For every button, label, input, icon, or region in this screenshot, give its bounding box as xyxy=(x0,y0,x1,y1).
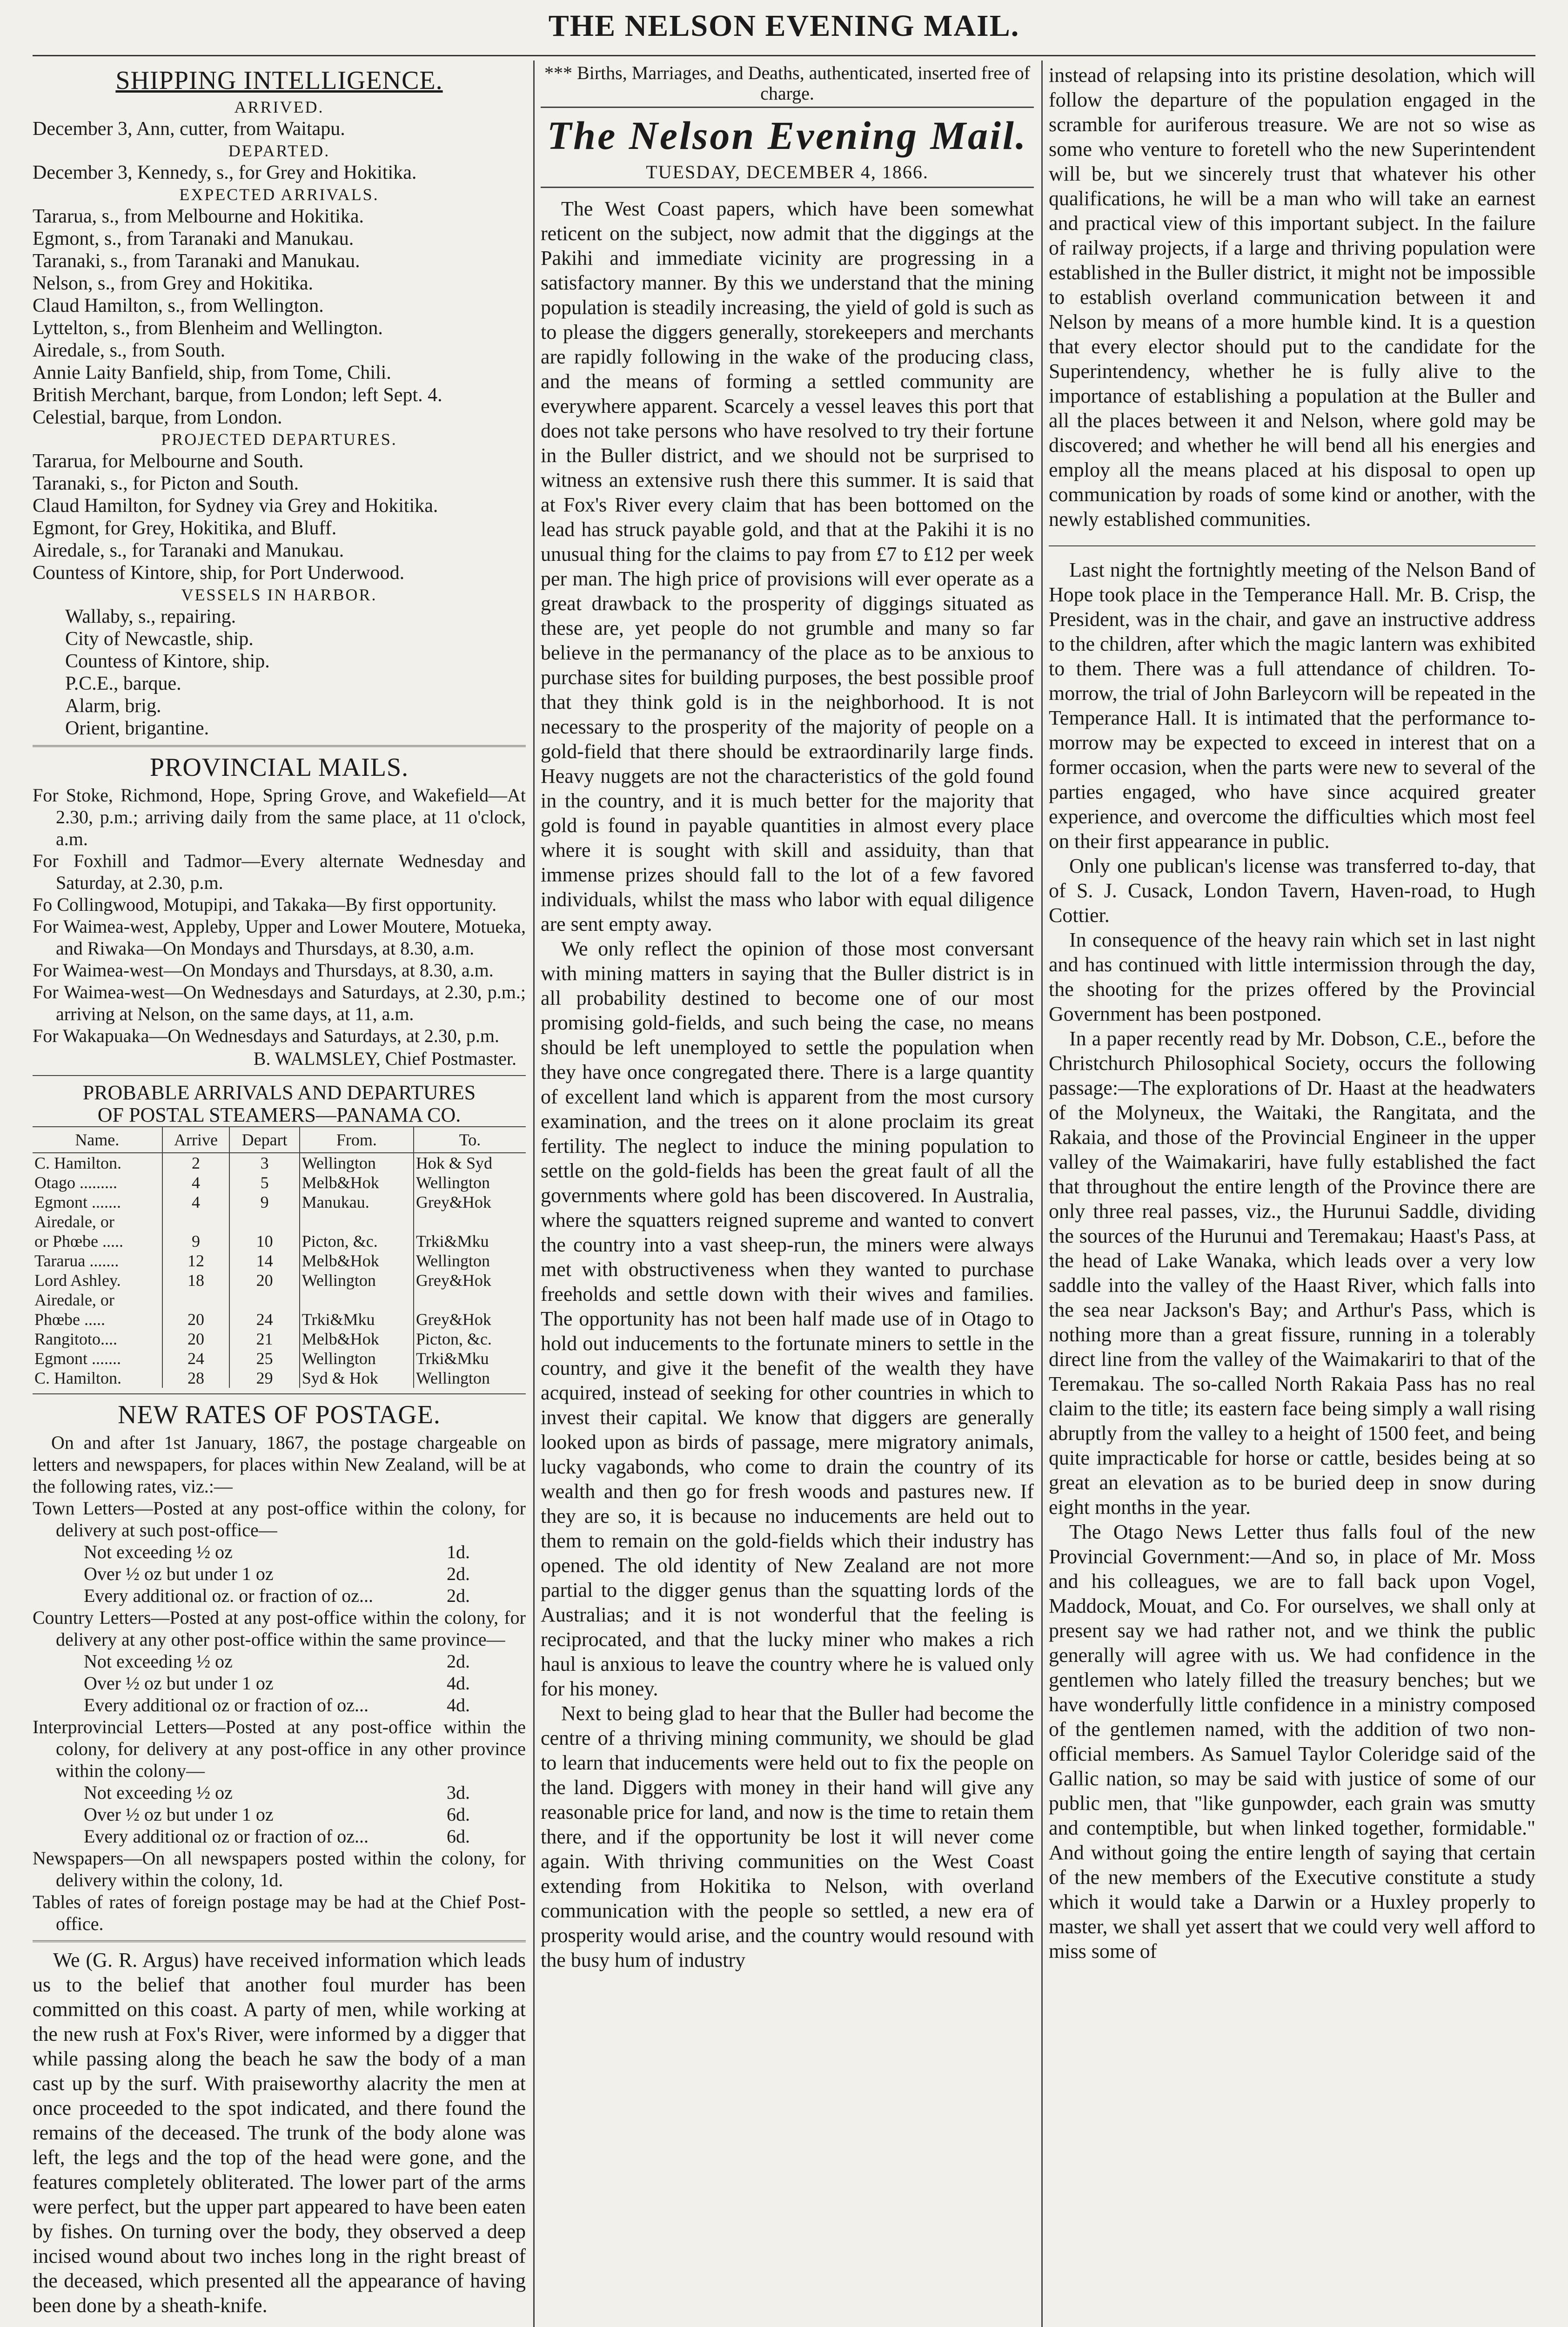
mail-entry: For Waimea-west, Appleby, Upper and Lower Moutere, Motueka, and Riwaka—On Mondays and Thursdays, at 8.30, a.m. xyxy=(33,916,526,959)
table-cell: 21 xyxy=(229,1329,299,1349)
table-row xyxy=(33,1212,526,1231)
column-divider xyxy=(533,61,535,2327)
table-row xyxy=(33,1173,526,1192)
table-cell: Trki&Mku xyxy=(300,1310,414,1329)
table-header-row xyxy=(33,1127,526,1153)
table-cell: Trki&Mku xyxy=(414,1349,526,1368)
table-cell: 14 xyxy=(229,1251,299,1271)
column-header: Name. xyxy=(33,1127,162,1153)
shipping-entry: Nelson, s., from Grey and Hokitika. xyxy=(33,273,314,294)
harbor-list xyxy=(33,605,526,740)
shipping-entry: Tararua, s., from Melbourne and Hokitika. xyxy=(33,206,364,227)
shipping-entry: Taranaki, s., for Picton and South. xyxy=(33,473,299,494)
expected-list xyxy=(33,205,526,429)
table-cell: C. Hamilton. xyxy=(34,1154,121,1172)
table-cell: Melb&Hok xyxy=(300,1329,414,1349)
country-rates xyxy=(33,1650,526,1716)
rate-label: Not exceeding ½ oz xyxy=(84,1541,233,1562)
shipping-entry: Egmont, s., from Taranaki and Manukau. xyxy=(33,228,354,249)
table-cell: 4 xyxy=(162,1192,230,1212)
shipping-entry: Lyttelton, s., from Blenheim and Wellington. xyxy=(33,317,383,339)
mail-entry: For Foxhill and Tadmor—Every alternate Wednesday and Saturday, at 2.30, p.m. xyxy=(33,850,526,893)
shipping-entry: Taranaki, s., from Taranaki and Manukau. xyxy=(33,250,360,272)
steamers-title-line-1: PROBABLE ARRIVALS AND DEPARTURES xyxy=(82,1081,476,1104)
table-cell: Hok & Syd xyxy=(414,1153,526,1173)
table-cell: 20 xyxy=(162,1329,230,1349)
table-row xyxy=(33,1349,526,1368)
rate-row xyxy=(33,1672,526,1694)
table-cell: 5 xyxy=(229,1173,299,1192)
table-cell: Manukau. xyxy=(300,1192,414,1212)
section-divider xyxy=(1049,545,1535,546)
foreign-rates-note: Tables of rates of foreign postage may be had at the Chief Post-office. xyxy=(33,1891,526,1934)
notice-births-marriages: *** Births, Marriages, and Deaths, authenticated, inserted free of charge. xyxy=(544,63,1031,104)
mail-entry: Fo Collingwood, Motupipi, and Takaka—By first opportunity. xyxy=(33,894,497,915)
rate-row xyxy=(33,1650,526,1672)
rate-value: 2d. xyxy=(447,1651,470,1672)
rate-row xyxy=(33,1782,526,1803)
rate-label: Not exceeding ½ oz xyxy=(84,1651,233,1672)
table-cell: Picton, &c. xyxy=(300,1231,414,1251)
table-cell: Otago ......... xyxy=(34,1173,117,1192)
shipping-entry: Celestial, barque, from London. xyxy=(33,407,282,428)
steamers-title-line-2: OF POSTAL STEAMERS—PANAMA CO. xyxy=(97,1103,461,1126)
rate-value: 2d. xyxy=(447,1563,470,1584)
table-row xyxy=(33,1251,526,1271)
shipping-entry: Claud Hamilton, for Sydney via Grey and Hokitika. xyxy=(33,495,438,517)
interprovincial-rates xyxy=(33,1782,526,1847)
table-cell: 24 xyxy=(229,1310,299,1329)
shipping-entry: Annie Laity Banfield, ship, from Tome, Chili. xyxy=(33,362,391,383)
table-cell: 4 xyxy=(162,1173,230,1192)
postmaster-signature: B. WALMSLEY, Chief Postmaster. xyxy=(253,1048,516,1069)
postage-title: NEW RATES OF POSTAGE. xyxy=(118,1400,441,1429)
arrived-heading: ARRIVED. xyxy=(234,98,324,116)
mail-entry: For Stoke, Richmond, Hope, Spring Grove, and Wakefield—At 2.30, p.m.; arriving daily from the same place, at 11 o'clock, a.m. xyxy=(33,785,526,849)
departed-list xyxy=(33,161,526,184)
shipping-entry: Countess of Kintore, ship. xyxy=(65,651,270,672)
table-row xyxy=(33,1368,526,1388)
section-divider xyxy=(33,1075,526,1076)
table-cell: or Phœbe ..... xyxy=(34,1232,123,1251)
rate-label: Every additional oz or fraction of oz... xyxy=(84,1695,369,1715)
dateline: TUESDAY, DECEMBER 4, 1866. xyxy=(646,161,929,182)
table-cell: 3 xyxy=(229,1153,299,1173)
news-paragraph: Last night the fortnightly meeting of the Nelson Band of Hope took place in the Temperance Hall. Mr. B. Crisp, the President, was in the chair, and gave an instructive address to the children, after which the magic lantern was exhibited to them. There was a full attendance of children. To-morrow, the trial of John Barleycorn will be repeated in the Temperance Hall. It is intimated that the performance to-morrow may be expected to exceed in interest that on a former occasion, when the parts were new to several of the parties engaged, who have since acquired greater experience, and overcome the difficulties which most feel on their first appearance in public. xyxy=(1049,558,1535,853)
rate-value: 1d. xyxy=(447,1541,470,1562)
paper-title: The Nelson Evening Mail. xyxy=(547,113,1028,158)
town-letters-heading: Town Letters—Posted at any post-office within the colony, for delivery at such post-office— xyxy=(33,1498,526,1540)
shipping-entry: Tararua, for Melbourne and South. xyxy=(33,451,304,472)
projected-list xyxy=(33,450,526,584)
column-2 xyxy=(541,63,1034,2327)
shipping-entry: Wallaby, s., repairing. xyxy=(65,606,236,627)
column-1 xyxy=(33,63,526,2327)
masthead-rule xyxy=(33,55,1535,56)
table-cell: Wellington xyxy=(414,1368,526,1388)
shipping-entry: P.C.E., barque. xyxy=(65,673,181,694)
table-cell: Grey&Hok xyxy=(414,1271,526,1290)
leader-article xyxy=(541,196,1034,1972)
table-cell: 18 xyxy=(162,1271,230,1290)
table-cell: 20 xyxy=(229,1271,299,1290)
table-row xyxy=(33,1329,526,1349)
rate-row xyxy=(33,1694,526,1716)
shipping-entry: December 3, Ann, cutter, from Waitapu. xyxy=(33,118,345,140)
table-cell: 12 xyxy=(162,1251,230,1271)
shipping-entry: Airedale, s., from South. xyxy=(33,340,226,361)
table-row xyxy=(33,1310,526,1329)
rate-label: Every additional oz. or fraction of oz... xyxy=(84,1585,373,1606)
shipping-entry: Countess of Kintore, ship, for Port Underwood. xyxy=(33,562,405,584)
local-news xyxy=(1049,558,1535,1964)
leader-paragraph: Next to being glad to hear that the Buller had become the centre of a thriving mining community, we should be glad to learn that inducements were held out to fix the people on the land. Diggers with money in their hand will give any reasonable price for land, and now is the time to retain them there, and if the opportunity be lost it will never come again. With thriving communities on the West Coast extending from Hokitika to Nelson, with overland communication with the people so settled, a new era of prosperity would arise, and the country would resound with the busy hum of industry xyxy=(541,1702,1034,1971)
table-cell: 29 xyxy=(229,1368,299,1388)
table-cell: Wellington xyxy=(300,1153,414,1173)
column-header: Depart xyxy=(229,1127,299,1153)
mails-list xyxy=(33,784,526,1047)
rate-label: Over ½ oz but under 1 oz xyxy=(84,1563,274,1584)
table-row xyxy=(33,1231,526,1251)
leader-continuation: instead of relapsing into its pristine desolation, which will follow the departure of the population engaged in the scramble for auriferous treasure. We are not so wise as some who venture to foretell who the new Superintendent will be, but we sincerely trust that whatever his other qualifications, he will be a man who will take an earnest and practical view of this important subject. In the failure of railway projects, if a large and thriving population were established in the Buller district, it might not be impossible to establish overland communication between it and Nelson by means of a more humble kind. It is a question that every elector should put to the candidate for the Superintendency, whether he is fully alive to the importance of establishing a population at the Buller and all the places between it and Nelson, where gold may be discovered; and whether he will bend all his energies and employ all the means placed at his disposal to open up communication by roads of some kind or another, with the newly established communities. xyxy=(1049,64,1535,531)
murder-article: We (G. R. Argus) have received information which leads us to the belief that another foul murder has been committed on this coast. A party of men, while working at the new rush at Fox's River, were informed by a digger that while passing along the beach he saw the body of a man cast up by the surf. With praiseworthy alacrity the men at once proceeded to the spot indicated, and there found the remains of the deceased. The trunk of the body alone was left, the legs and the top of the head were gone, and the features completely obliterated. The lower part of the arms were perfect, but the upper part appeared to have been eaten by fishes. On turning over the body, they observed a deep incised wound about two inches long in the right breast of the deceased, which presented all the appearance of having been done by a sheath-knife. xyxy=(33,1949,526,2317)
news-paragraph: Only one publican's license was transferred to-day, that of S. J. Cusack, London Tavern, Haven-road, to Hugh Cottier. xyxy=(1049,854,1535,927)
table-cell xyxy=(162,1212,230,1231)
shipping-entry: City of Newcastle, ship. xyxy=(65,628,254,650)
table-cell xyxy=(414,1290,526,1310)
table-cell xyxy=(300,1212,414,1231)
steamers-table xyxy=(33,1126,526,1388)
shipping-entry: December 3, Kennedy, s., for Grey and Hokitika. xyxy=(33,162,417,183)
departed-heading: DEPARTED. xyxy=(228,141,330,160)
column-3 xyxy=(1049,63,1535,2327)
interprovincial-heading: Interprovincial Letters—Posted at any post-office within the colony, for delivery at any post-office in any other province within the colony— xyxy=(33,1716,526,1781)
table-cell: Egmont ....... xyxy=(34,1193,121,1211)
town-rates xyxy=(33,1541,526,1607)
table-cell xyxy=(229,1212,299,1231)
table-row xyxy=(33,1153,526,1173)
table-cell: 10 xyxy=(229,1231,299,1251)
rate-value: 4d. xyxy=(447,1695,470,1715)
table-cell: C. Hamilton. xyxy=(34,1369,121,1387)
news-paragraph: The Otago News Letter thus falls foul of the new Provincial Government:—And so, in place of Mr. Moss and his colleagues, we are to fall back upon Vogel, Maddock, Mouat, and Co. For ourselves, we shall only at present say we had rather not, and we think the public generally will agree with us. We had confidence in the gentlemen who lately filled the treasury benches; but we have wonderfully little confidence in a ministry composed of the gentlemen named, with the addition of two non-official members. As Samuel Taylor Coleridge said of the Gallic nation, so may be said with justice of some of our public men, that "like gunpowder, each grain was smutty and contemptible, but when linked together, formidable." And without going the entire length of saying that certain of the new members of the Executive constitute a study which it would take a Darwin or a Huxley properly to master, we shall yet assert that we could very well afford to miss some of xyxy=(1049,1520,1535,1963)
table-cell: 25 xyxy=(229,1349,299,1368)
postage-intro: On and after 1st January, 1867, the postage chargeable on letters and newspapers, for places within New Zealand, will be at the following rates, viz.:— xyxy=(33,1432,526,1497)
mail-entry: For Waimea-west—On Wednesdays and Saturdays, at 2.30, p.m.; arriving at Nelson, on the same days, at 11, a.m. xyxy=(33,982,526,1024)
table-cell: Wellington xyxy=(414,1251,526,1271)
page-masthead: THE NELSON EVENING MAIL. xyxy=(548,9,1020,43)
table-cell: Picton, &c. xyxy=(414,1329,526,1349)
table-cell: 28 xyxy=(162,1368,230,1388)
column-header: From. xyxy=(300,1127,414,1153)
section-divider xyxy=(33,745,526,747)
harbor-heading: VESSELS IN HARBOR. xyxy=(181,585,377,604)
table-row xyxy=(33,1271,526,1290)
projected-heading: PROJECTED DEPARTURES. xyxy=(161,430,397,449)
rate-label: Every additional oz or fraction of oz... xyxy=(84,1826,369,1847)
leader-paragraph: We only reflect the opinion of those most conversant with mining matters in saying that the Buller district is in all probability destined to become one of our most promising gold-fields, and such being the case, no means should be left unemployed to settle the population when they have once congregated there. There is a large quantity of excellent land which is apparent from the most cursory examination, and the trees on it alone proclaim its great fertility. The neglect to induce the mining population to settle on the gold-fields has been the great fault of all the governments where gold has been discovered. In Australia, where the squatters reigned supreme and wanted to convert the country into a vast sheep-run, the miners were always met with obstructiveness when they wanted to purchase freeholds and settle down with their wives and families. The opportunity has not been half made use of in Otago to hold out inducements to the fortunate miners to settle in the country, and give it the benefit of the wealth they have acquired, instead of seeking for other countries in which to invest their capital. We know that diggers are generally looked upon as birds of passage, mere migratory animals, lucky vagabonds, who come to drain the country of its wealth and then go for fresh woods and pastures new. If they are so, it is because no inducements are held out to them to remain on the gold-fields which their industry has opened. The old identity of New Zealand are not more partial to the digger genus than the squatting lords of the Australias; and it is not wonderful that the feeling is reciprocated, and that the lucky miner who makes a rich haul is anxious to leave the country where he is valued only for his money. xyxy=(541,937,1034,1700)
rate-value: 4d. xyxy=(447,1673,470,1694)
table-cell xyxy=(414,1212,526,1231)
table-cell: Wellington xyxy=(414,1173,526,1192)
table-cell: Trki&Mku xyxy=(414,1231,526,1251)
newspapers-rate: Newspapers—On all newspapers posted within the colony, for delivery within the colony, 1d. xyxy=(33,1848,526,1890)
country-letters-heading: Country Letters—Posted at any post-office within the colony, for delivery at any other post-office within the same province— xyxy=(33,1607,526,1650)
table-cell: 2 xyxy=(162,1153,230,1173)
shipping-entry: Claud Hamilton, s., from Wellington. xyxy=(33,295,324,316)
rate-row xyxy=(33,1541,526,1563)
steamers-title xyxy=(33,1082,526,1126)
shipping-entry: Orient, brigantine. xyxy=(65,718,209,739)
mail-entry: For Wakapuaka—On Wednesdays and Saturdays, at 2.30, p.m. xyxy=(33,1025,500,1046)
rate-row xyxy=(33,1563,526,1585)
table-cell: Tararua ....... xyxy=(34,1251,119,1270)
rate-value: 3d. xyxy=(447,1782,470,1803)
shipping-title: SHIPPING INTELLIGENCE. xyxy=(115,66,443,95)
table-cell: Airedale, or xyxy=(34,1212,114,1231)
rate-row xyxy=(33,1825,526,1847)
rate-label: Over ½ oz but under 1 oz xyxy=(84,1804,274,1825)
rate-label: Not exceeding ½ oz xyxy=(84,1782,233,1803)
shipping-entry: Airedale, s., for Taranaki and Manukau. xyxy=(33,540,344,561)
table-cell: Lord Ashley. xyxy=(34,1271,121,1290)
arrived-list xyxy=(33,118,526,140)
table-cell: Grey&Hok xyxy=(414,1310,526,1329)
news-paragraph: In a paper recently read by Mr. Dobson, C.E., before the Christchurch Philosophical Society, occurs the following passage:—The explorations of Dr. Haast at the headwaters of the Molyneux, the Waitaki, the Rangitata, and the Rakaia, and those of the Provincial Engineer in the upper valley of the Waimakariri, have fully established the fact that throughout the entire length of the Province there are only three real passes, viz., the Hurunui Saddle, dividing the sources of the Hurunui and Teremakau; Haast's Pass, at the head of Lake Wanaka, which leads over a very low saddle into the valley of the Haast River, which falls into the sea near Jackson's Bay; and Arthur's Pass, which is nothing more than a great fissure, running in a tolerably direct line from the valley of the Waimakariri to that of the Teremakau. The so-called North Rakaia Pass has no real claim to the title; its eastern face being simply a wall rising abruptly from the valley to a height of 1500 feet, and being quite impracticable for horse or cattle, besides being at so great an elevation as to be buried deep in snow during eight months in the year. xyxy=(1049,1027,1535,1519)
table-cell: Airedale, or xyxy=(34,1291,114,1309)
shipping-entry: British Merchant, barque, from London; left Sept. 4. xyxy=(33,384,442,406)
section-divider xyxy=(33,1393,526,1394)
rate-value: 6d. xyxy=(447,1826,470,1847)
table-cell: 20 xyxy=(162,1310,230,1329)
rate-row xyxy=(33,1585,526,1607)
table-cell: Syd & Hok xyxy=(300,1368,414,1388)
table-cell: Melb&Hok xyxy=(300,1173,414,1192)
table-cell: Rangitoto.... xyxy=(34,1330,117,1348)
table-cell: Wellington xyxy=(300,1271,414,1290)
table-cell: Melb&Hok xyxy=(300,1251,414,1271)
table-cell: Wellington xyxy=(300,1349,414,1368)
table-row xyxy=(33,1192,526,1212)
column-header: To. xyxy=(414,1127,526,1153)
table-cell: 9 xyxy=(162,1231,230,1251)
rate-label: Over ½ oz but under 1 oz xyxy=(84,1673,274,1694)
paper-banner xyxy=(541,107,1034,188)
table-cell xyxy=(229,1290,299,1310)
column-divider xyxy=(1041,61,1043,2327)
expected-heading: EXPECTED ARRIVALS. xyxy=(179,185,379,204)
section-divider xyxy=(33,1940,526,1942)
leader-paragraph: The West Coast papers, which have been somewhat reticent on the subject, now admit that the diggings at the Pakihi and immediate vicinity are progressing in a satisfactory manner. By this we understand that the mining population is steadily increasing, the yield of gold is such as to please the diggers generally, storekeepers and merchants are rapidly following in the wake of the producing class, and the means of forming a settled community are everywhere apparent. Scarcely a vessel leaves this port that does not take persons who have resolved to try their fortune in the Buller district, and we should not be surprised to witness an extensive rush there this summer. It is said that at Fox's River every claim that has been bottomed on the lead has struck payable gold, and that at the Pakihi it is no unusual thing for the claims to pay from £7 to £12 per week per man. The high price of provisions will ever operate as a great drawback to the prosperity of diggings situated as these are, yet people do not grumble and many so far believe in the permanancy of the place as to be anxious to purchase sites for building purposes, the best possible proof that they think gold is in the neighborhood. It is not necessary to the prosperity of the majority of people on a gold-field that there should be extraordinarily large finds. Heavy nuggets are not the characteristics of the gold found in the country, and it is much better for the majority that gold is found in payable quantities in almost every place where it is sought with skill and assiduity, than that immense prizes should fall to the lot of a few favored individuals, whilst the mass who labor with equal diligence are sent empty away. xyxy=(541,197,1034,935)
rate-value: 2d. xyxy=(447,1585,470,1606)
table-cell: Egmont ....... xyxy=(34,1349,121,1368)
rate-row xyxy=(33,1803,526,1825)
news-paragraph: In consequence of the heavy rain which set in last night and has continued with little intermission through the day, the shooting for the prizes offered by the Provincial Government has been postponed. xyxy=(1049,928,1535,1025)
mails-title: PROVINCIAL MAILS. xyxy=(149,753,409,782)
table-row xyxy=(33,1290,526,1310)
table-body xyxy=(33,1153,526,1388)
shipping-entry: Egmont, for Grey, Hokitika, and Bluff. xyxy=(33,518,337,539)
mail-entry: For Waimea-west—On Mondays and Thursdays, at 8.30, a.m. xyxy=(33,960,494,981)
table-cell: Grey&Hok xyxy=(414,1192,526,1212)
table-cell: 24 xyxy=(162,1349,230,1368)
table-cell: 9 xyxy=(229,1192,299,1212)
shipping-entry: Alarm, brig. xyxy=(65,695,161,717)
rate-value: 6d. xyxy=(447,1804,470,1825)
column-header: Arrive xyxy=(162,1127,230,1153)
table-cell xyxy=(162,1290,230,1310)
table-cell: Phœbe ..... xyxy=(34,1310,105,1329)
table-cell xyxy=(300,1290,414,1310)
